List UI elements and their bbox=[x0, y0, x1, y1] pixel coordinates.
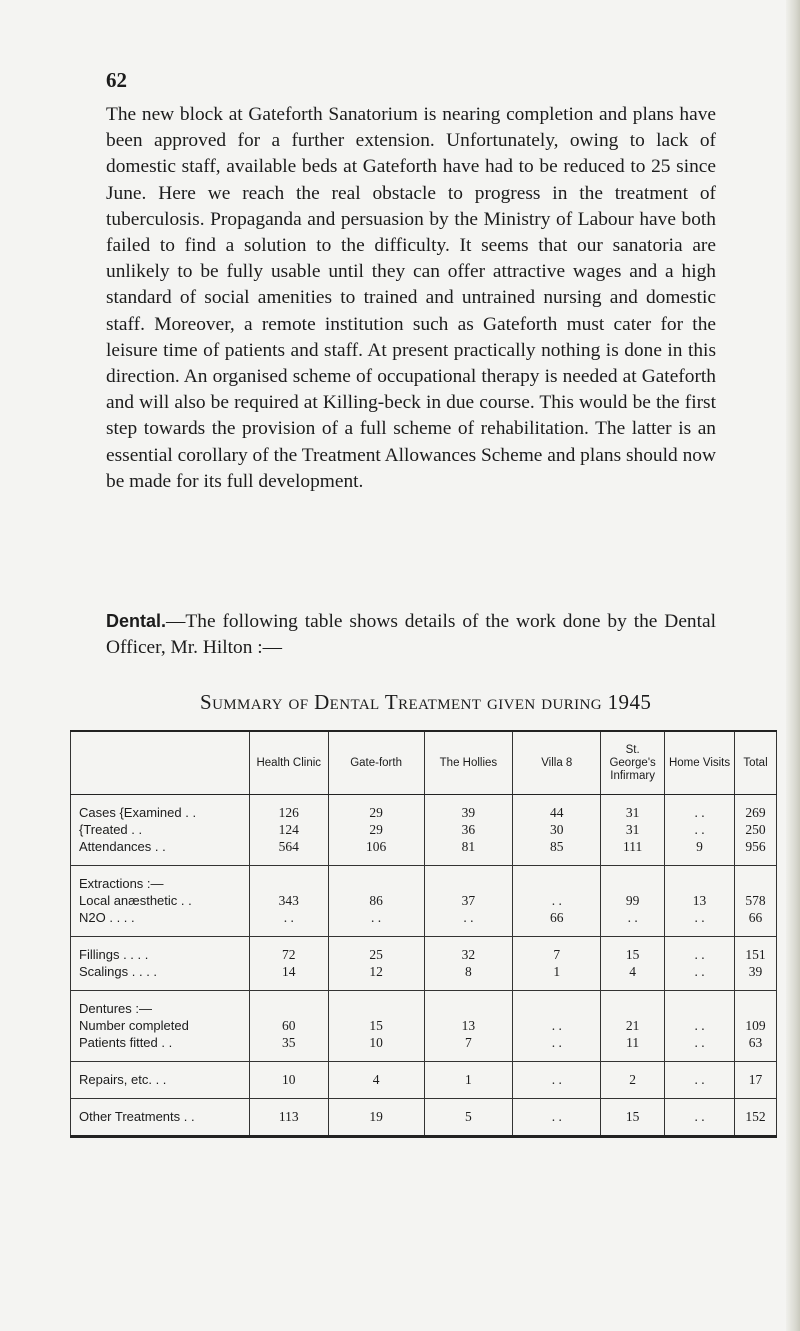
cell-value bbox=[329, 1000, 424, 1017]
cell-total bbox=[735, 937, 777, 991]
row-label-cell bbox=[71, 866, 250, 937]
table-row bbox=[71, 866, 777, 937]
cell-total bbox=[735, 1099, 777, 1137]
row-label: Dentures :— bbox=[79, 1001, 152, 1016]
header-villa-8: Villa 8 bbox=[513, 731, 601, 795]
cell-value: . . bbox=[463, 910, 474, 925]
cell-home-visits bbox=[665, 866, 735, 937]
cell-value: . . bbox=[694, 964, 705, 979]
cell-value: 151 bbox=[745, 947, 766, 962]
row-label: Number completed bbox=[79, 1018, 189, 1033]
cell-value: 564 bbox=[278, 839, 299, 854]
cell-gateforth bbox=[328, 991, 424, 1062]
cell-value: . . bbox=[551, 1072, 562, 1087]
cell-health-clinic bbox=[249, 937, 328, 991]
page-number: 62 bbox=[106, 68, 127, 92]
row-label-cell bbox=[71, 1062, 250, 1099]
cell-value: 8 bbox=[465, 964, 472, 979]
cell-value: 109 bbox=[745, 1018, 766, 1033]
cell-value: 14 bbox=[282, 964, 296, 979]
cell-value: 85 bbox=[550, 839, 564, 854]
cell-value: 39 bbox=[461, 805, 476, 820]
row-label: N2O . . . . bbox=[79, 910, 135, 925]
cell-value: 13 bbox=[461, 1018, 476, 1033]
cell-health-clinic bbox=[249, 795, 328, 866]
cell-the-hollies bbox=[424, 795, 513, 866]
header-total: Total bbox=[735, 731, 777, 795]
cell-health-clinic bbox=[249, 991, 328, 1062]
cell-st-georges-infirmary bbox=[601, 991, 665, 1062]
cell-value: 124 bbox=[278, 822, 299, 837]
cell-value: 21 bbox=[625, 1018, 640, 1033]
cell-value: 13 bbox=[692, 893, 707, 908]
cell-health-clinic bbox=[249, 1099, 328, 1137]
header-the-hollies: The Hollies bbox=[424, 731, 513, 795]
table-row bbox=[71, 991, 777, 1062]
cell-villa-8 bbox=[513, 795, 601, 866]
cell-value: 9 bbox=[696, 839, 703, 854]
header-st-georges-infirmary: St. George's Infirmary bbox=[601, 731, 665, 795]
cell-value bbox=[601, 1000, 664, 1017]
cell-total bbox=[735, 795, 777, 866]
cell-value: 1 bbox=[465, 1072, 472, 1087]
cell-gateforth bbox=[328, 937, 424, 991]
cell-value bbox=[425, 875, 513, 892]
cell-value: . . bbox=[627, 910, 638, 925]
cell-value: 10 bbox=[282, 1072, 296, 1087]
row-label-cell bbox=[71, 1099, 250, 1137]
cell-st-georges-infirmary bbox=[601, 1062, 665, 1099]
cell-value: 30 bbox=[550, 822, 564, 837]
row-label: Attendances . . bbox=[79, 839, 166, 854]
row-label-cell bbox=[71, 937, 250, 991]
dental-intro-text: —The following table shows details of the work done by the Dental Officer, Mr. Hilton :— bbox=[106, 611, 716, 659]
cell-value: 2 bbox=[629, 1072, 636, 1087]
cell-value bbox=[665, 875, 734, 892]
cell-value: 99 bbox=[625, 893, 640, 908]
header-gateforth: Gate-forth bbox=[328, 731, 424, 795]
cell-home-visits bbox=[665, 1062, 735, 1099]
cell-value: 12 bbox=[369, 964, 383, 979]
cell-villa-8 bbox=[513, 866, 601, 937]
cell-value: 44 bbox=[550, 805, 564, 820]
cell-value: 29 bbox=[369, 822, 383, 837]
cell-value bbox=[425, 1000, 513, 1017]
cell-value: 63 bbox=[748, 1035, 763, 1050]
row-label: Repairs, etc. . . bbox=[79, 1072, 167, 1087]
cell-gateforth bbox=[328, 795, 424, 866]
cell-value: . . bbox=[694, 1035, 705, 1050]
cell-value: 15 bbox=[369, 1018, 383, 1033]
cell-value: . . bbox=[371, 910, 382, 925]
cell-value: 111 bbox=[623, 839, 643, 854]
cell-the-hollies bbox=[424, 1062, 513, 1099]
cell-value bbox=[513, 1000, 600, 1017]
cell-value: 66 bbox=[748, 910, 763, 925]
cell-value: . . bbox=[694, 947, 705, 962]
cell-total bbox=[735, 866, 777, 937]
cell-value: . . bbox=[551, 1109, 562, 1124]
table-title: Summary of Dental Treatment given during 1945 bbox=[200, 690, 652, 714]
dental-treatment-table bbox=[70, 730, 777, 1138]
cell-value: 31 bbox=[625, 822, 640, 837]
cell-gateforth bbox=[328, 1062, 424, 1099]
cell-value: 269 bbox=[745, 805, 766, 820]
cell-value bbox=[329, 875, 424, 892]
cell-value: 15 bbox=[625, 947, 640, 962]
cell-value: 86 bbox=[369, 893, 383, 908]
cell-villa-8 bbox=[513, 1099, 601, 1137]
cell-value: . . bbox=[694, 910, 705, 925]
cell-villa-8 bbox=[513, 937, 601, 991]
row-label-cell bbox=[71, 795, 250, 866]
table-row bbox=[71, 1062, 777, 1099]
cell-value: . . bbox=[694, 822, 705, 837]
cell-home-visits bbox=[665, 991, 735, 1062]
cell-value: 17 bbox=[748, 1072, 763, 1087]
cell-the-hollies bbox=[424, 991, 513, 1062]
dental-heading: Dental. bbox=[106, 611, 167, 631]
cell-st-georges-infirmary bbox=[601, 1099, 665, 1137]
row-label: Other Treatments . . bbox=[79, 1109, 195, 1124]
row-label-cell bbox=[71, 991, 250, 1062]
cell-home-visits bbox=[665, 937, 735, 991]
cell-value: 81 bbox=[461, 839, 476, 854]
cell-value: . . bbox=[551, 1035, 562, 1050]
cell-value: . . bbox=[694, 1109, 705, 1124]
cell-value: . . bbox=[694, 1018, 705, 1033]
cell-value: 126 bbox=[278, 805, 299, 820]
cell-value: 15 bbox=[625, 1109, 640, 1124]
cell-villa-8 bbox=[513, 991, 601, 1062]
cell-value: 36 bbox=[461, 822, 476, 837]
cell-value: . . bbox=[283, 910, 294, 925]
table-header-row bbox=[71, 731, 777, 795]
cell-villa-8 bbox=[513, 1062, 601, 1099]
cell-value: 29 bbox=[369, 805, 383, 820]
row-label: Cases {Examined . . bbox=[79, 805, 197, 820]
table-row bbox=[71, 795, 777, 866]
cell-the-hollies bbox=[424, 1099, 513, 1137]
header-home-visits: Home Visits bbox=[665, 731, 735, 795]
cell-value: 10 bbox=[369, 1035, 383, 1050]
cell-value: 106 bbox=[365, 839, 387, 854]
cell-value bbox=[665, 1000, 734, 1017]
cell-home-visits bbox=[665, 795, 735, 866]
table-row bbox=[71, 1099, 777, 1137]
cell-total bbox=[735, 1062, 777, 1099]
cell-value: 1 bbox=[553, 964, 561, 979]
header-health-clinic: Health Clinic bbox=[249, 731, 328, 795]
cell-value bbox=[735, 875, 776, 892]
cell-value: 152 bbox=[745, 1109, 766, 1124]
cell-value: 4 bbox=[629, 964, 636, 979]
row-label: {Treated . . bbox=[79, 822, 143, 837]
cell-value bbox=[250, 1000, 328, 1017]
cell-value bbox=[735, 1000, 776, 1017]
row-label: Scalings . . . . bbox=[79, 964, 158, 979]
cell-home-visits bbox=[665, 1099, 735, 1137]
cell-the-hollies bbox=[424, 866, 513, 937]
cell-gateforth bbox=[328, 866, 424, 937]
cell-value: 72 bbox=[282, 947, 296, 962]
page-edge-shadow bbox=[786, 0, 800, 1331]
cell-health-clinic bbox=[249, 1062, 328, 1099]
cell-value: 4 bbox=[372, 1072, 380, 1087]
cell-value: 25 bbox=[369, 947, 383, 962]
cell-value: 32 bbox=[461, 947, 476, 962]
cell-value: . . bbox=[694, 805, 705, 820]
cell-value bbox=[250, 875, 328, 892]
cell-value: 31 bbox=[625, 805, 640, 820]
table-row bbox=[71, 937, 777, 991]
dental-paragraph bbox=[106, 608, 716, 661]
cell-health-clinic bbox=[249, 866, 328, 937]
cell-gateforth bbox=[328, 1099, 424, 1137]
cell-value: 11 bbox=[626, 1035, 640, 1050]
cell-value: 343 bbox=[278, 893, 299, 908]
cell-value: 66 bbox=[550, 910, 564, 925]
header-label-col bbox=[71, 731, 250, 795]
cell-st-georges-infirmary bbox=[601, 795, 665, 866]
row-label: Fillings . . . . bbox=[79, 947, 149, 962]
cell-value: 37 bbox=[461, 893, 476, 908]
cell-total bbox=[735, 991, 777, 1062]
cell-value: . . bbox=[551, 893, 562, 908]
row-label: Local anæsthetic . . bbox=[79, 893, 192, 908]
cell-value: 113 bbox=[278, 1109, 299, 1124]
cell-value: 956 bbox=[745, 839, 766, 854]
cell-value: 19 bbox=[369, 1109, 383, 1124]
cell-value: 5 bbox=[465, 1109, 472, 1124]
cell-value: 7 bbox=[465, 1035, 472, 1050]
cell-value: . . bbox=[694, 1072, 705, 1087]
cell-value: 35 bbox=[282, 1035, 296, 1050]
cell-value bbox=[601, 875, 664, 892]
cell-value: 578 bbox=[745, 893, 766, 908]
row-label: Extractions :— bbox=[79, 876, 164, 891]
cell-value: 7 bbox=[553, 947, 561, 962]
cell-value: . . bbox=[551, 1018, 562, 1033]
cell-value: 250 bbox=[745, 822, 766, 837]
cell-value: 60 bbox=[282, 1018, 296, 1033]
cell-st-georges-infirmary bbox=[601, 866, 665, 937]
cell-the-hollies bbox=[424, 937, 513, 991]
cell-value bbox=[513, 875, 600, 892]
row-label: Patients fitted . . bbox=[79, 1035, 173, 1050]
body-paragraph: The new block at Gateforth Sanatorium is nearing completion and plans have been approved for a further extension. Unfortunately, owing to lack of domestic staff, available beds at Gateforth have had to be reduced to 25 since June. Here we reach the real obstacle to progress in the treatment of tuberculosis. Propaganda and persuasion by the Ministry of Labour have both failed to find a solution to the difficulty. It seems that our sanatoria are unlikely to be fully usable until they can offer attractive wages and a high standard of social amenities to trained and untrained nursing and domestic staff. Moreover, a remote institution such as Gateforth must cater for the leisure time of patients and staff. At present practically nothing is done in this direction. An organised scheme of occupational therapy is needed at Gateforth and will also be required at Killing-beck in due course. This would be the first step towards the provision of a full scheme of rehabilitation. The latter is an essential corollary of the Treatment Allowances Scheme and plans should now be made for its full development. bbox=[106, 104, 716, 492]
cell-st-georges-infirmary bbox=[601, 937, 665, 991]
cell-value: 39 bbox=[748, 964, 763, 979]
